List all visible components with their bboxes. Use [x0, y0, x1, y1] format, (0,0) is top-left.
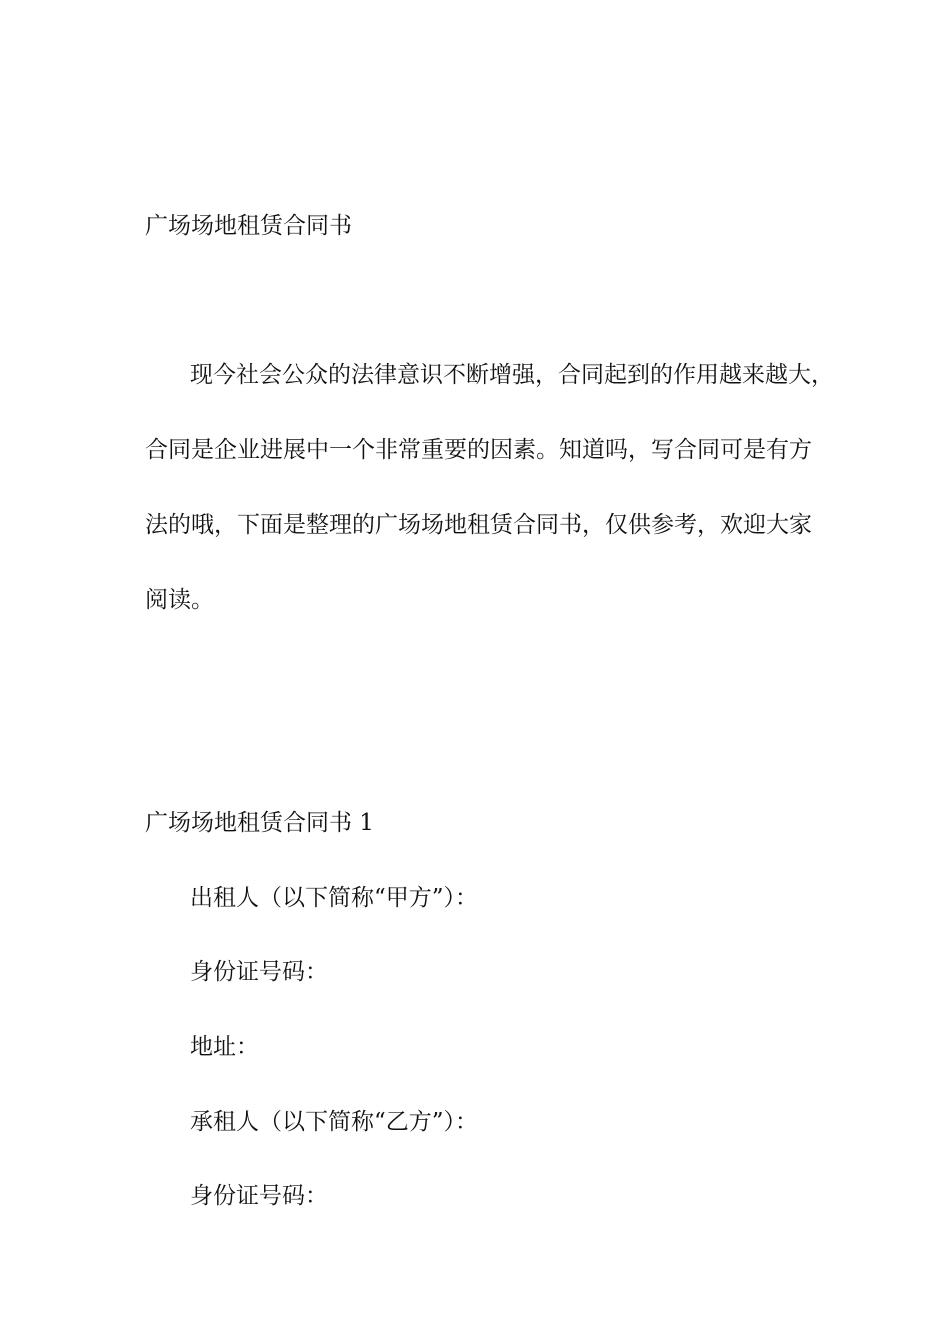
document-title: 广场场地租赁合同书 [145, 213, 352, 239]
section-title: 广场场地租赁合同书 1 [145, 810, 374, 836]
intro-line-1: 现今社会公众的法律意识不断增强，合同起到的作用越来越大， [190, 362, 834, 388]
field-lessee: 承租人（以下简称“乙方”）： [190, 1109, 479, 1135]
field-lessee-id-number: 身份证号码： [190, 1183, 328, 1209]
field-lessor-id-number: 身份证号码： [190, 959, 328, 985]
intro-line-2: 合同是企业进展中一个非常重要的因素。知道吗，写合同可是有方 [145, 437, 812, 463]
intro-line-4: 阅读。 [145, 587, 214, 613]
intro-line-3: 法的哦，下面是整理的广场场地租赁合同书，仅供参考，欢迎大家 [145, 512, 812, 538]
field-lessor: 出租人（以下简称“甲方”）： [190, 885, 479, 911]
field-lessor-address: 地址： [190, 1034, 259, 1060]
